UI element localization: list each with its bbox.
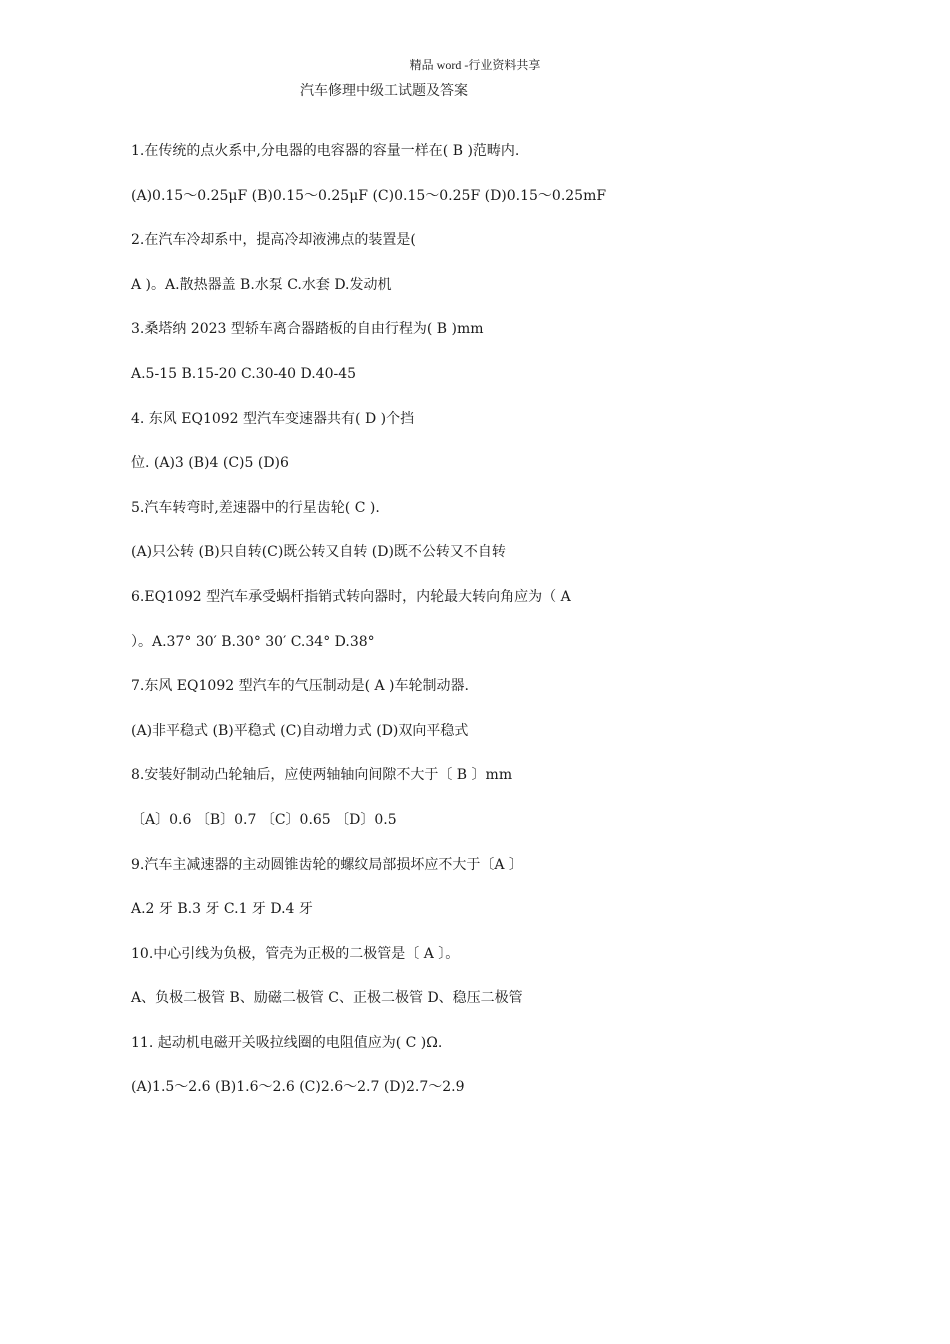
question-2-stem: 2.在汽车冷却系中，提高冷却液沸点的装置是( bbox=[131, 232, 416, 249]
question-10-stem: 10.中心引线为负极，管壳为正极的二极管是〔 A 〕。 bbox=[131, 945, 460, 962]
question-5-stem: 5.汽车转弯时,差速器中的行星齿轮( C ). bbox=[131, 499, 380, 516]
question-10-options: A、负极二极管 B、励磁二极管 C、正极二极管 D、稳压二极管 bbox=[131, 990, 523, 1007]
question-7-options: (A)非平稳式 (B)平稳式 (C)自动增力式 (D)双向平稳式 bbox=[131, 722, 469, 739]
question-2-options: A )。A.散热器盖 B.水泵 C.水套 D.发动机 bbox=[131, 276, 392, 293]
question-9-options: A.2 牙 B.3 牙 C.1 牙 D.4 牙 bbox=[131, 901, 313, 918]
question-list bbox=[131, 140, 831, 1121]
question-1-stem: 1.在传统的点火系中,分电器的电容器的容量一样在( B )范畴内. bbox=[131, 143, 520, 159]
question-8-options: 〔A〕0.6 〔B〕0.7 〔C〕0.65 〔D〕0.5 bbox=[131, 811, 397, 828]
question-5-options: (A)只公转 (B)只自转(C)既公转又自转 (D)既不公转又不自转 bbox=[131, 544, 506, 561]
page-header: 精品 word -行业资料共享 bbox=[409, 58, 541, 72]
question-4-options: 位. (A)3 (B)4 (C)5 (D)6 bbox=[131, 455, 289, 472]
question-11-options: (A)1.5～2.6 (B)1.6～2.6 (C)2.6～2.7 (D)2.7～2.9 bbox=[131, 1079, 465, 1096]
question-9-stem: 9.汽车主减速器的主动圆锥齿轮的螺纹局部损坏应不大于〔A 〕 bbox=[131, 856, 523, 873]
question-3-stem: 3.桑塔纳 2023 型轿车离合器踏板的自由行程为( B )mm bbox=[131, 321, 484, 338]
question-3-options: A.5-15 B.15-20 C.30-40 D.40-45 bbox=[131, 365, 357, 382]
question-4-stem: 4. 东风 EQ1092 型汽车变速器共有( D )个挡 bbox=[131, 410, 415, 427]
question-7-stem: 7.东风 EQ1092 型汽车的气压制动是( A )车轮制动器. bbox=[131, 678, 469, 695]
question-11-stem: 11. 起动机电磁开关吸拉线圈的电阻值应为( C )Ω. bbox=[131, 1034, 443, 1051]
question-6-options: ）。A.37° 30′ B.30° 30′ C.34° D.38° bbox=[131, 633, 375, 650]
question-8-stem: 8.安装好制动凸轮轴后，应使两轴轴向间隙不大于〔 B 〕mm bbox=[131, 767, 513, 784]
document-title: 汽车修理中级工试题及答案 bbox=[300, 83, 468, 99]
question-6-stem: 6.EQ1092 型汽车承受蜗杆指销式转向器时，内轮最大转向角应为（ A bbox=[131, 588, 571, 605]
question-1-options: (A)0.15～0.25μF (B)0.15～0.25μF (C)0.15～0.25F (D)0.15～0.25mF bbox=[131, 187, 607, 204]
